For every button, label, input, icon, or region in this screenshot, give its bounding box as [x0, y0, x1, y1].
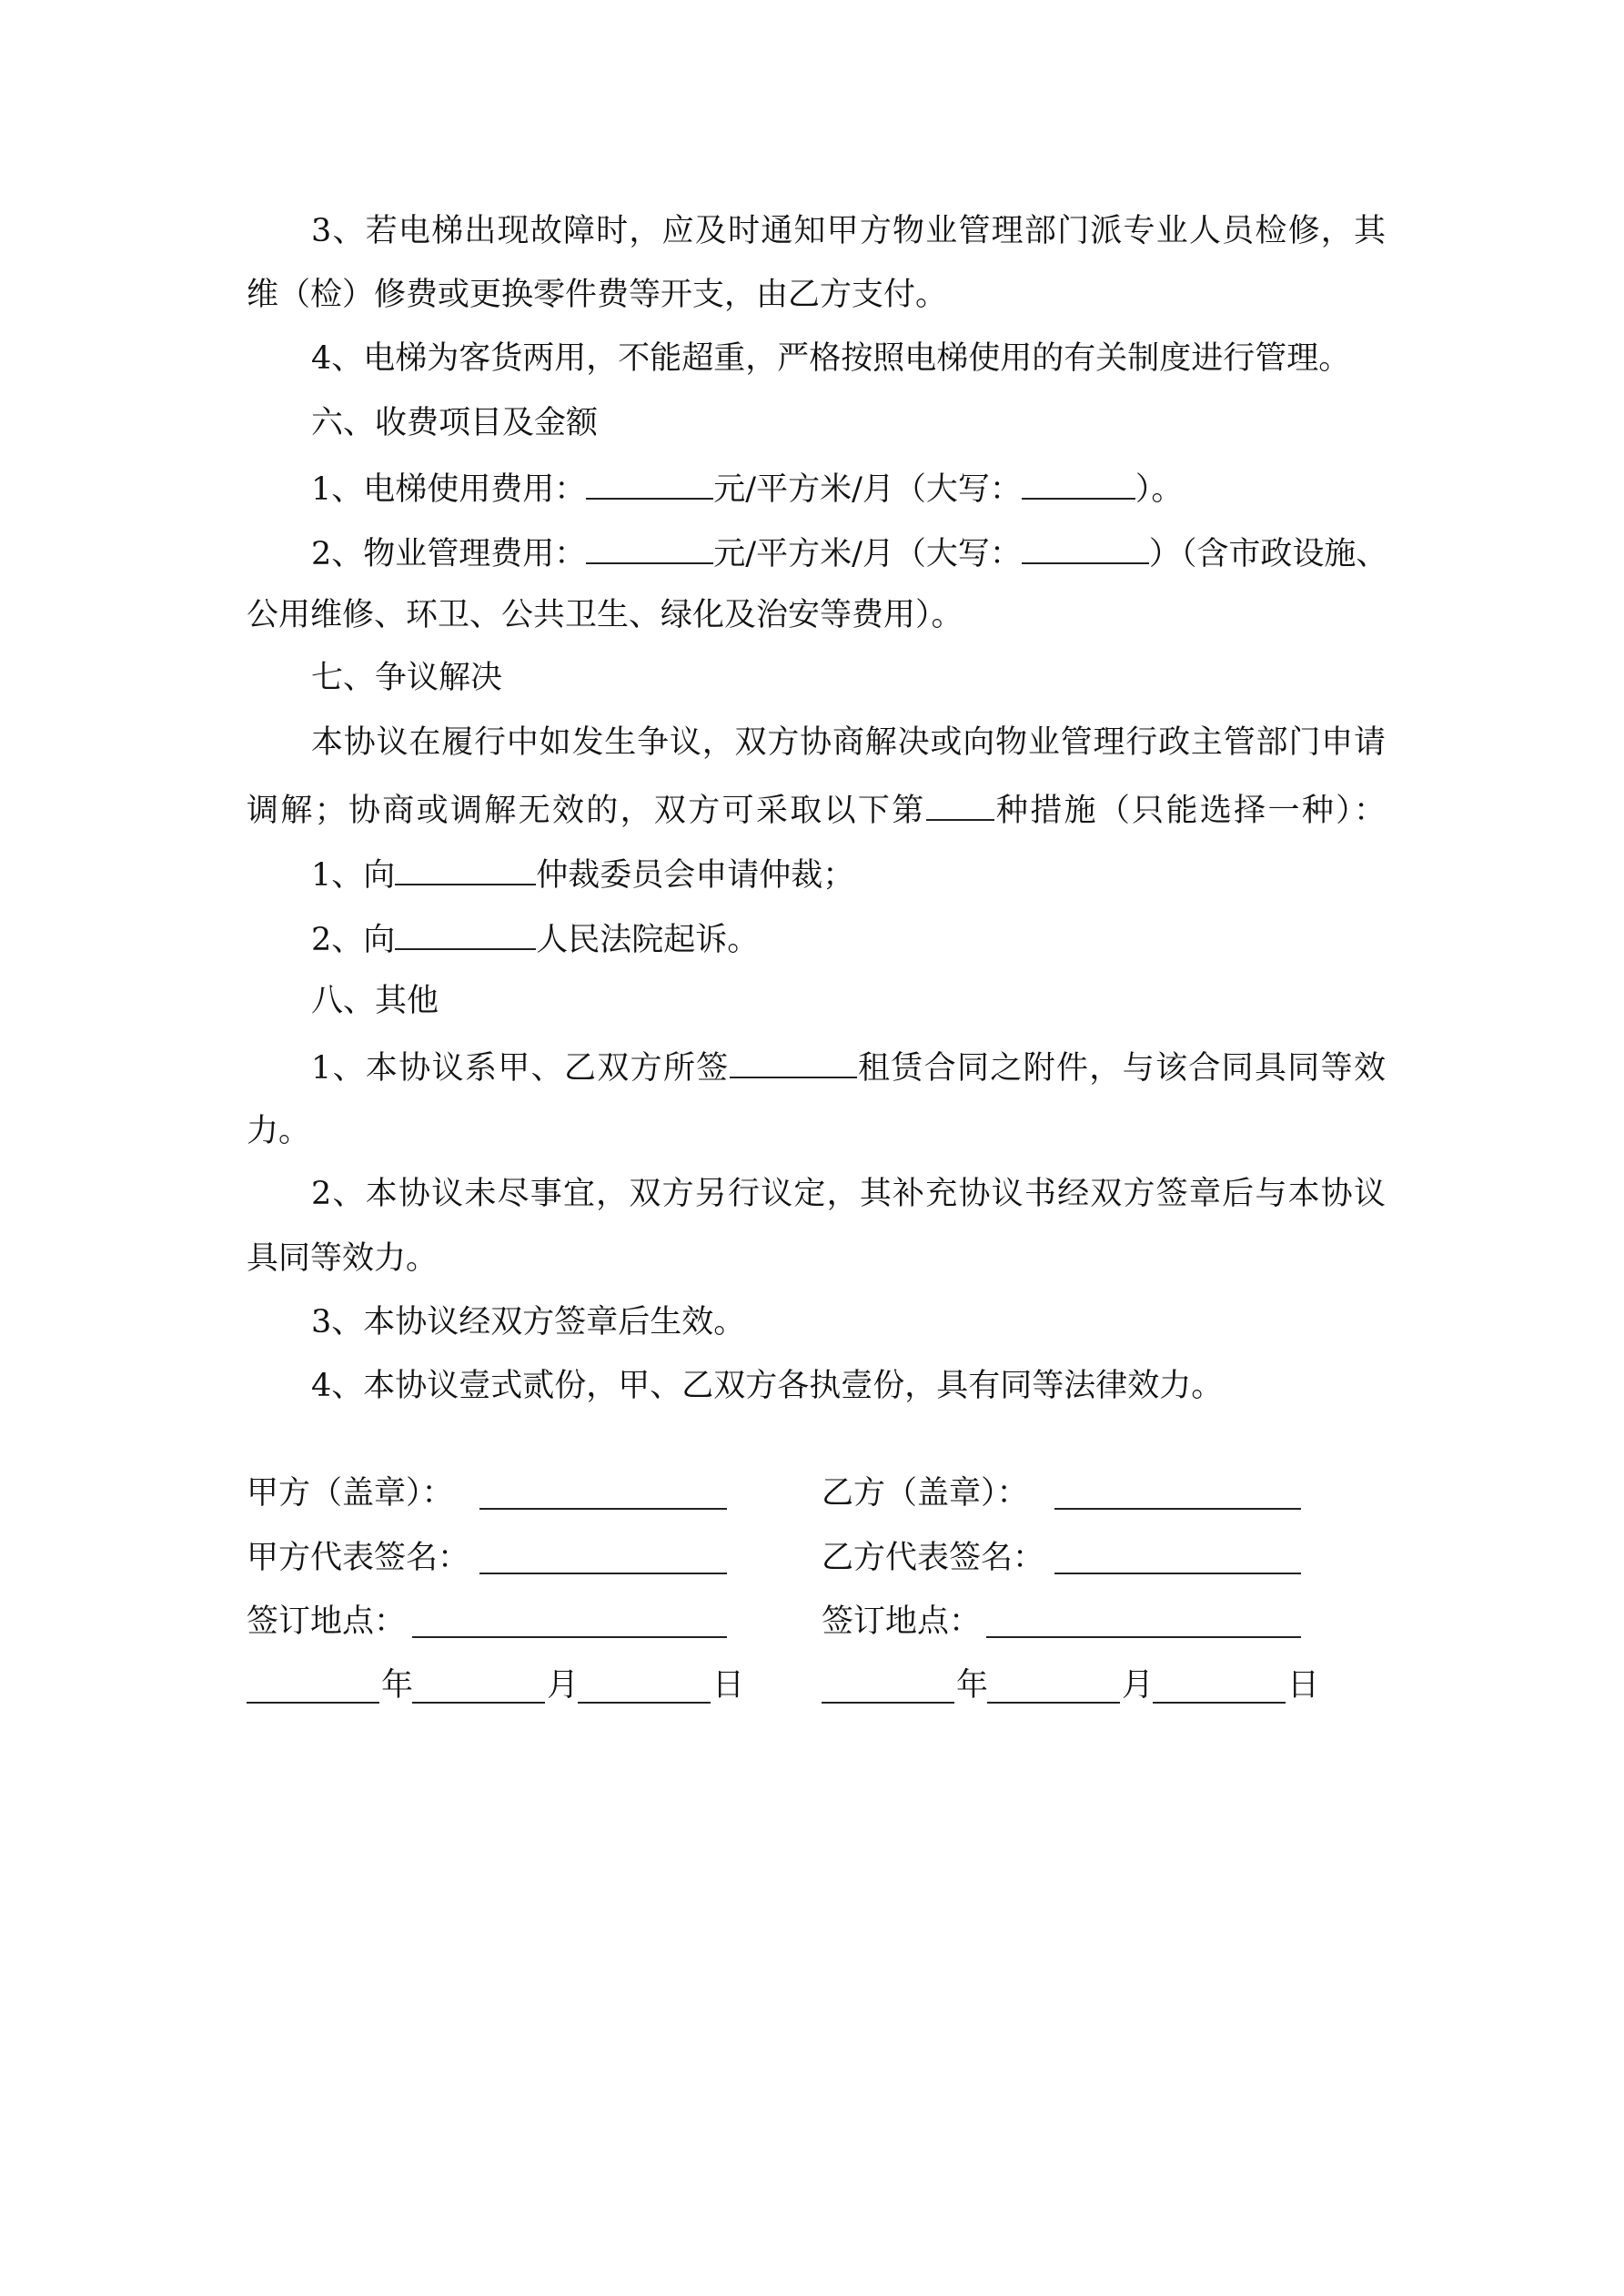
other-1-cont: 力。 — [247, 1113, 311, 1149]
party-a-seal-blank[interactable] — [479, 1508, 727, 1510]
option-number-blank[interactable] — [926, 788, 994, 821]
arbitration-blank[interactable] — [395, 853, 536, 885]
year-label: 年 — [381, 1667, 414, 1704]
clause-5-3-cont: 维（检）修费或更换零件费等开支，由乙方支付。 — [247, 277, 948, 313]
party-b-day-blank[interactable] — [1153, 1702, 1286, 1704]
day-label: 日 — [1287, 1667, 1320, 1704]
day-label: 日 — [712, 1667, 745, 1704]
section-6-heading: 六、收费项目及金额 — [311, 405, 599, 441]
clause-5-4: 4、电梯为客货两用，不能超重，严格按照电梯使用的有关制度进行管理。 — [311, 340, 1351, 377]
property-fee-words-blank[interactable] — [1022, 531, 1149, 564]
party-b-year-blank[interactable] — [822, 1702, 954, 1704]
other-1-text: 1、本协议系甲、乙双方所签 — [311, 1050, 730, 1087]
elevator-fee-words-blank[interactable] — [1022, 467, 1135, 500]
fee-elevator — [311, 467, 1386, 507]
close-text: ）。 — [1135, 471, 1184, 508]
lease-contract-blank[interactable] — [730, 1046, 857, 1078]
other-1 — [311, 1046, 1386, 1086]
fee-elevator-label: 1、电梯使用费用： — [311, 471, 587, 508]
party-b-place-blank[interactable] — [986, 1636, 1301, 1638]
party-a-rep-label: 甲方代表签名： — [247, 1540, 470, 1576]
party-b-seal-blank[interactable] — [1054, 1508, 1301, 1510]
option-prefix: 2、向 — [311, 922, 396, 958]
other-2: 2、本协议未尽事宜，双方另行议定，其补充协议书经双方签章后与本协议 — [311, 1176, 1386, 1212]
other-4: 4、本协议壹式贰份，甲、乙双方各执壹份，具有同等法律效力。 — [311, 1368, 1224, 1404]
party-a-place-blank[interactable] — [412, 1636, 727, 1638]
court-option — [311, 917, 1386, 957]
party-a-year-blank[interactable] — [247, 1702, 379, 1704]
fee-property-cont: 公用维修、环卫、公共卫生、绿化及治安等费用）。 — [247, 597, 963, 633]
party-a-month-blank[interactable] — [412, 1702, 545, 1704]
fee-includes-text: ）（含市政设施、 — [1148, 536, 1388, 572]
party-a-day-blank[interactable] — [578, 1702, 711, 1704]
unit-text: 元/平方米/月（大写： — [713, 471, 1022, 508]
party-a-rep-blank[interactable] — [479, 1573, 727, 1574]
option-text: 人民法院起诉。 — [536, 922, 760, 958]
option-prefix: 1、向 — [311, 857, 396, 894]
party-b-rep-blank[interactable] — [1054, 1573, 1301, 1574]
section-8-heading: 八、其他 — [311, 983, 439, 1019]
party-b-place-label: 签订地点： — [822, 1603, 982, 1640]
year-label: 年 — [956, 1667, 989, 1704]
arbitration-option — [311, 853, 1386, 893]
dispute-text-cont — [247, 788, 1386, 828]
section-7-heading: 七、争议解决 — [311, 660, 503, 696]
party-b-rep-label: 乙方代表签名： — [822, 1540, 1045, 1576]
party-b-seal-label: 乙方（盖章）： — [822, 1475, 1029, 1512]
clause-5-3: 3、若电梯出现故障时，应及时通知甲方物业管理部门派专业人员检修，其 — [311, 213, 1386, 249]
dispute-option-text-end: 种措施（只能选择一种）： — [994, 793, 1386, 829]
other-1-text-end: 租赁合同之附件，与该合同具同等效 — [856, 1050, 1386, 1087]
unit-text: 元/平方米/月（大写： — [713, 536, 1022, 572]
party-b-month-blank[interactable] — [987, 1702, 1120, 1704]
other-3: 3、本协议经双方签章后生效。 — [311, 1304, 746, 1340]
court-blank[interactable] — [395, 917, 536, 950]
month-label: 月 — [547, 1667, 580, 1704]
option-text: 仲裁委员会申请仲裁； — [536, 857, 855, 894]
property-fee-blank[interactable] — [586, 531, 713, 564]
dispute-option-text: 调解；协商或调解无效的，双方可采取以下第 — [247, 793, 926, 829]
fee-property — [311, 531, 1386, 571]
party-a-seal-label: 甲方（盖章）： — [247, 1475, 454, 1512]
other-2-cont: 具同等效力。 — [247, 1240, 439, 1277]
month-label: 月 — [1122, 1667, 1155, 1704]
dispute-text: 本协议在履行中如发生争议，双方协商解决或向物业管理行政主管部门申请 — [311, 724, 1386, 761]
elevator-fee-blank[interactable] — [586, 467, 713, 500]
party-a-place-label: 签订地点： — [247, 1603, 407, 1640]
fee-property-label: 2、物业管理费用： — [311, 536, 587, 572]
